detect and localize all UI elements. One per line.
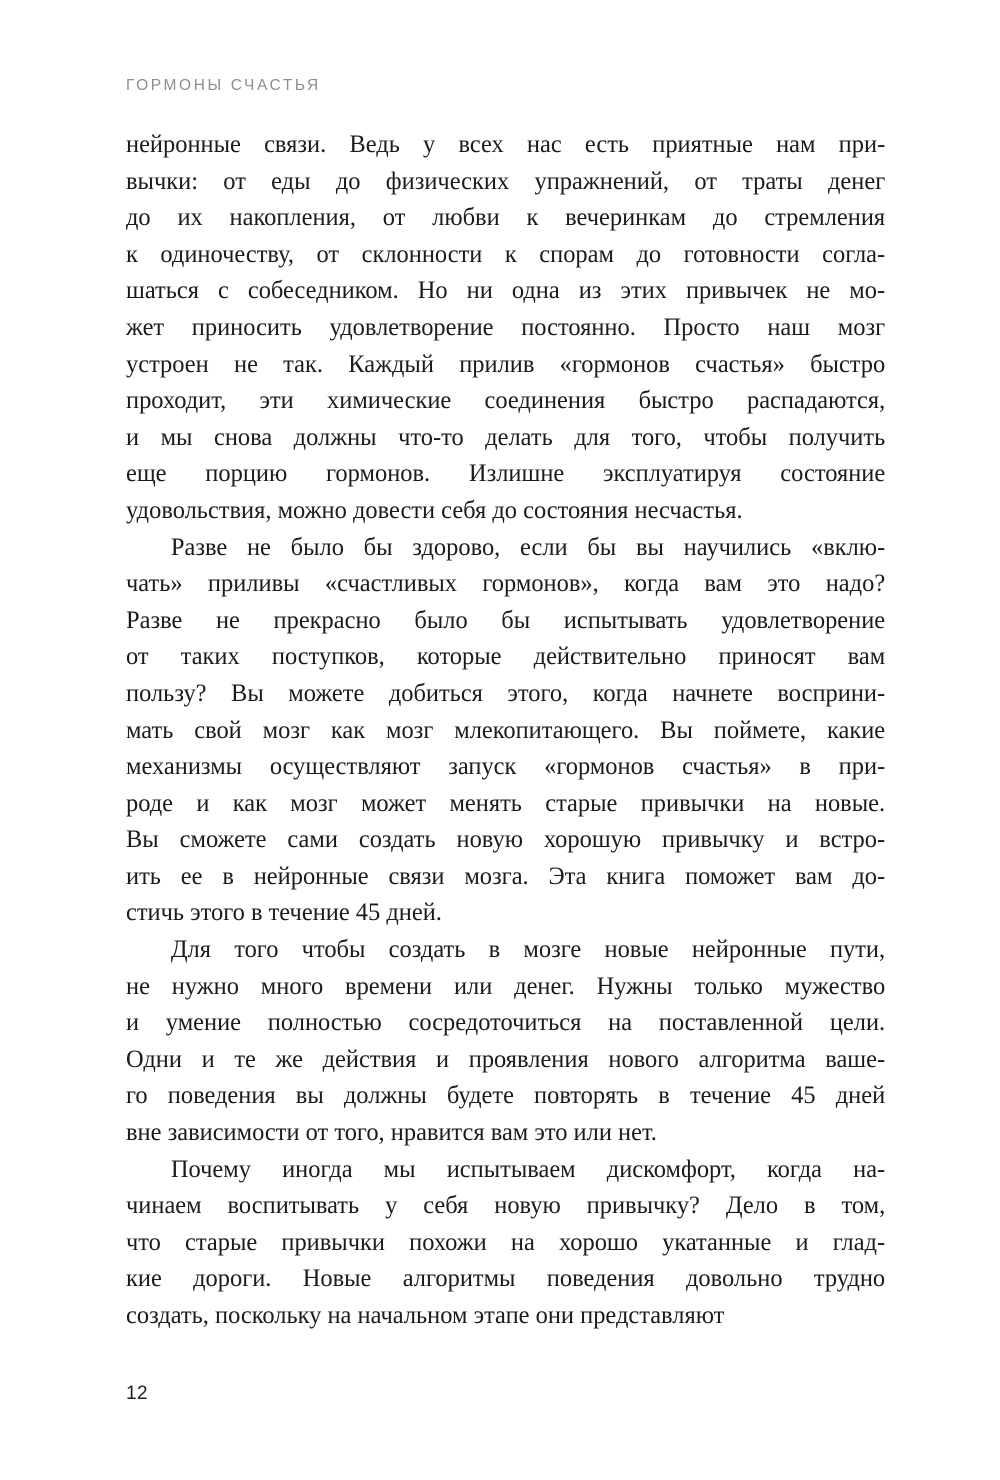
text-line: механизмы осуществляют запуск «гормонов счастья» в при-: [126, 751, 886, 781]
text-line: го поведения вы должны будете повторять в течение 45 дней: [126, 1080, 886, 1110]
text-line: нейронные связи. Ведь у всех нас есть приятные нам при-: [126, 129, 886, 158]
text-line: создать, поскольку на начальном этапе они представляют: [126, 1300, 725, 1329]
text-line: чинаем воспитывать у себя новую привычку? Дело в том,: [126, 1190, 886, 1220]
paragraph: [126, 529, 886, 932]
text-line: Разве не прекрасно было бы испытывать удовлетворение: [126, 604, 886, 634]
text-line: шаться с собеседником. Но ни одна из этих привычек не мо-: [126, 275, 886, 305]
text-line: мать свой мозг как мозг млекопитающего. Вы поймете, какие: [126, 714, 886, 744]
text-line: удовольствия, можно довести себя до состояния несчастья.: [126, 494, 743, 524]
text-line: еще порцию гормонов. Излишне эксплуатируя состояние: [126, 458, 886, 488]
text-line: вне зависимости от того, нравится вам это или нет.: [126, 1117, 657, 1147]
text-line: ить ее в нейронные связи мозга. Эта книга поможет вам до-: [126, 860, 886, 890]
running-header: ГОРМОНЫ СЧАСТЬЯ: [126, 77, 321, 94]
body-text-block: [126, 126, 886, 1334]
text-line: Для того чтобы создать в мозге новые нейронные пути,: [170, 934, 886, 964]
text-line: что старые привычки похожи на хорошо укатанные и глад-: [126, 1226, 886, 1256]
page-number: 12: [126, 1383, 148, 1404]
text-line: Одни и те же действия и проявления нового алгоритма ваше-: [126, 1043, 886, 1073]
text-line: чать» приливы «счастливых гормонов», когда вам это надо?: [126, 568, 886, 598]
text-line: до их накопления, от любви к вечеринкам до стремления: [126, 202, 886, 232]
text-line: и мы снова должны что-то делать для того, чтобы получить: [126, 421, 886, 451]
text-line: стичь этого в течение 45 дней.: [126, 897, 442, 927]
text-line: пользу? Вы можете добиться этого, когда начнете восприни-: [126, 677, 886, 707]
text-line: и умение полностью сосредоточиться на поставленной цели.: [126, 1007, 886, 1037]
text-line: устроен не так. Каждый прилив «гормонов счастья» быстро: [126, 348, 886, 378]
text-line: к одиночеству, от склонности к спорам до готовности согла-: [126, 238, 886, 268]
text-line: проходит, эти химические соединения быстро распадаются,: [126, 385, 886, 415]
text-line: жет приносить удовлетворение постоянно. Просто наш мозг: [126, 311, 886, 341]
text-line: роде и как мозг может менять старые привычки на новые.: [126, 787, 886, 817]
text-line: вычки: от еды до физических упражнений, от траты денег: [126, 165, 886, 195]
text-line: Вы сможете сами создать новую хорошую привычку и встро-: [126, 824, 886, 854]
text-line: кие дороги. Новые алгоритмы поведения довольно трудно: [126, 1263, 886, 1293]
text-line: Почему иногда мы испытываем дискомфорт, когда на-: [170, 1153, 886, 1183]
paragraph: [126, 931, 886, 1151]
text-line: не нужно много времени или денег. Нужны только мужество: [126, 970, 886, 1000]
paragraph: [126, 1151, 886, 1334]
paragraph: [126, 126, 886, 529]
text-line: от таких поступков, которые действительно приносят вам: [126, 641, 886, 671]
text-line: Разве не было бы здорово, если бы вы научились «вклю-: [170, 531, 886, 561]
